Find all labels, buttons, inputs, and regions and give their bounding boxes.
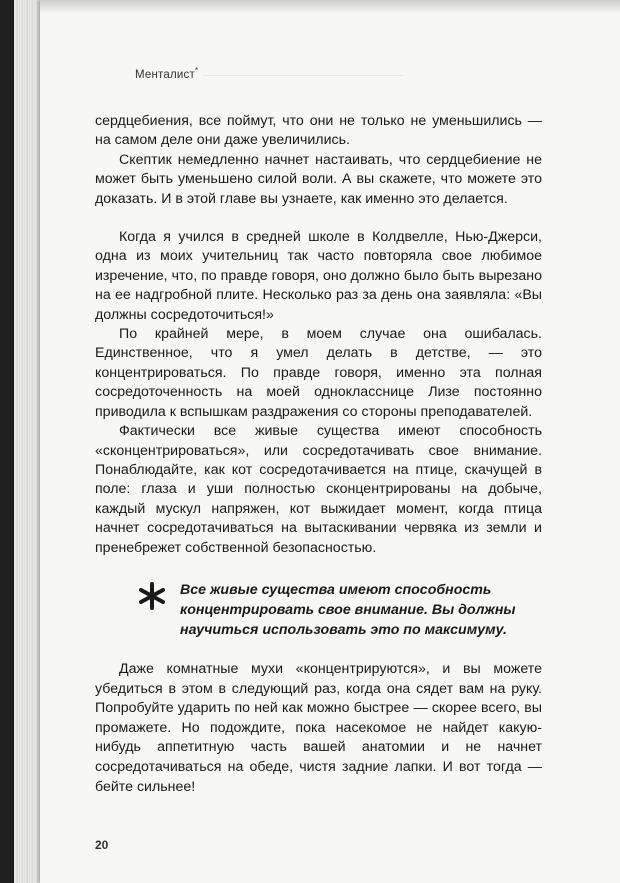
page-number: 20 (95, 838, 109, 852)
paragraph-2: Скептик немедленно начнет настаивать, что сердцебиение не может быть уменьшено силой воли. А вы скажете, что можете это доказать. И в этой главе вы узнаете, как именно это делается. (95, 151, 542, 207)
body-text-top (95, 112, 542, 558)
callout-text: Все живые существа имеют способность концентрировать свое внимание. Вы должны научиться использовать это по максимуму. (180, 582, 516, 638)
running-title: Менталист* (135, 66, 199, 81)
paragraph-5: Фактически все живые существа имеют способность «сконцентрироваться», или сосредотачивать свое внимание. Понаблюдайте, как кот сосредотачивается на птице, скачущей в поле: глаза и уши полностью сконцентрированы на добыче, каждый мускул напряжен, кот выжидает момент, когда птица начнет сосредотачиваться на вытаскивании червяка из земли и пренебрежет собственной безопасностью. (95, 423, 542, 556)
paragraph-4: По крайней мере, в моем случае она ошибалась. Единственное, что я умел делать в детстве, — это концентрироваться. По правде говоря, именно эта полная сосредоточенность на моей однокласснице Лизе постоянно приводила к вспышкам раздражения со стороны преподавателей. (95, 326, 542, 420)
body-text-bottom (95, 660, 542, 797)
asterisk-star-icon (138, 582, 166, 610)
page-shadow (40, 0, 620, 14)
paragraph-3: Когда я учился в средней школе в Колдвелле, Нью-Джерси, одна из моих учительниц так часто повторяла свое любимое изречение, что, по правде говоря, оно должно было быть вырезано на ее надгробной плите. Несколько раз за день она заявляла: «Вы должны сосредоточиться!» (95, 229, 542, 323)
running-title-rule (203, 75, 403, 76)
paragraph-1: сердцебиения, все поймут, что они не только не уменьшились — на самом деле они даже увеличились. (95, 113, 542, 149)
paragraph-6: Даже комнатные мухи «концентрируются», и вы можете убедиться в этом в следующий раз, когда она сядет вам на руку. Попробуйте ударить по ней как можно быстрее — скорее всего, вы промажете. Но подождите, пока насекомое не найдет какую-нибудь аппетитную часть вашей анатомии и не начнет сосредотачиваться на обеде, чистя задние лапки. И вот тогда — бейте сильнее! (95, 661, 542, 795)
